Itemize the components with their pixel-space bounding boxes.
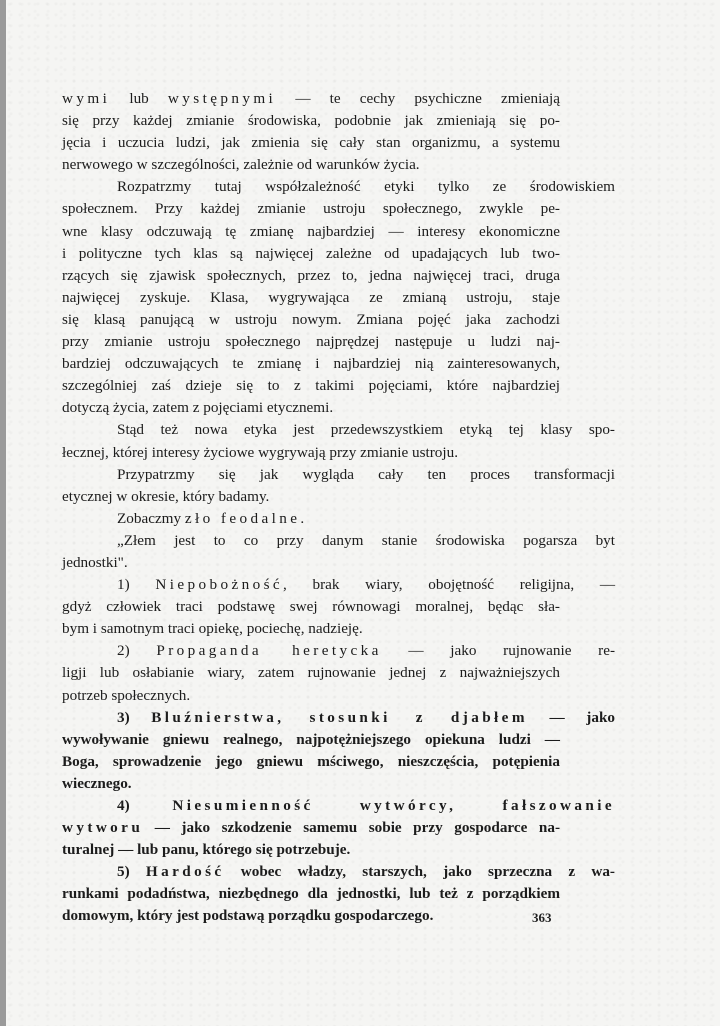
text-line — [62, 883, 560, 905]
text-line — [62, 221, 560, 243]
text-line — [62, 707, 615, 729]
text-run: Przypatrzmy się jak wygląda cały ten proces transformacji — [117, 465, 615, 483]
text-run: nerwowego w szczególności, zależnie od warunków życia. — [62, 156, 420, 174]
text-run: domowym, który jest podstawą porządku gospodarczego. — [62, 907, 434, 925]
text-line — [62, 353, 560, 375]
body-text — [62, 88, 616, 928]
text-run: etycznej w okresie, który badamy. — [62, 487, 270, 505]
text-run: przy zmianie ustroju społecznego najprędzej następuje u ludzi naj- — [62, 333, 560, 351]
text-run: jęcia i uczucia ludzi, jak zmienia się cały stan organizmu, a systemu — [62, 134, 560, 152]
text-line — [62, 154, 560, 176]
text-line — [62, 574, 616, 596]
text-line — [62, 442, 560, 464]
text-run: runkami podadństwa, niezbędnego dla jednostki, lub też z porządkiem — [62, 885, 560, 903]
text-run: się przy każdej zmianie środowiska, podobnie jak zmieniają się po- — [62, 112, 560, 130]
spaced-emphasis-text: Niesumienność wytwórcy, fałszowanie — [172, 797, 616, 814]
text-line — [62, 176, 615, 198]
text-run: Stąd też nowa etyka jest przedewszystkiem etyką tej klasy spo- — [117, 421, 615, 439]
text-run: 2) — [117, 642, 157, 660]
text-line — [62, 861, 615, 883]
text-run: 1) — [117, 576, 156, 594]
text-run: 3) — [117, 708, 152, 726]
text-line — [62, 729, 560, 751]
text-line — [62, 397, 560, 419]
text-run: gdyż człowiek traci podstawę swej równowagi moralnej, będąc sła- — [62, 598, 560, 616]
text-line — [62, 662, 560, 684]
text-run: 5) — [117, 863, 146, 881]
text-run: Boga, sprowadzenie jego gniewu mściwego, nieszczęścia, potępienia — [62, 752, 560, 770]
text-line — [62, 486, 560, 508]
scan-edge-shadow — [0, 0, 6, 1026]
spaced-emphasis-text: wytworu — [62, 819, 144, 837]
text-run: 4) — [117, 797, 173, 814]
text-run: potrzeb społecznych. — [62, 686, 191, 704]
text-line — [62, 110, 560, 132]
text-run: łecznej, której interesy życiowe wygrywają przy zmianie ustroju. — [62, 443, 458, 461]
text-run: wiecznego. — [62, 774, 132, 792]
text-line — [62, 198, 560, 220]
text-line — [62, 419, 615, 441]
text-run: , brak wiary, obojętność religijna, — — [283, 576, 616, 594]
text-run: — jako — [527, 708, 615, 726]
text-run: rzących się zjawisk społecznych, przez to, jedna najwięcej traci, druga — [62, 266, 560, 284]
text-line — [62, 88, 560, 110]
text-run: wywoływanie gniewu realnego, najpotężniejszego opiekuna ludzi — — [62, 730, 560, 748]
text-run: Rozpatrzmy tutaj współzależność etyki tylko ze środowiskiem — [117, 178, 615, 196]
text-line — [62, 309, 560, 331]
text-line — [62, 640, 616, 662]
text-line — [62, 685, 560, 707]
text-run: społecznem. Przy każdej zmianie ustroju społecznego, zwykle pe- — [62, 200, 560, 218]
text-run: bym i samotnym traci opiekę, pociechę, nadzieję. — [62, 620, 363, 638]
text-run: i polityczne tych klas są najwięcej zależne od upadających lub two- — [62, 244, 560, 262]
text-line — [62, 464, 615, 486]
text-run: — jako rujnowanie re- — [381, 642, 616, 660]
text-run: „Złem jest to co przy danym stanie środowiska pogarsza byt — [117, 531, 615, 549]
text-run: — te cechy psychiczne zmieniają — [276, 90, 560, 107]
text-line — [62, 508, 560, 530]
text-line — [62, 132, 560, 154]
text-line — [62, 839, 560, 861]
page-number: 363 — [532, 910, 552, 925]
text-line — [62, 905, 560, 927]
text-run: ligji lub osłabianie wiary, zatem rujnowanie jednej z najważniejszych — [62, 664, 560, 682]
spaced-emphasis-text: występnymi — [167, 90, 277, 107]
text-line — [62, 817, 560, 839]
text-line — [62, 265, 560, 287]
spaced-emphasis-text: Bluźnierstwa, stosunki z djabłem — [151, 708, 528, 726]
text-line — [62, 331, 560, 353]
text-line — [62, 618, 560, 640]
text-line — [62, 530, 615, 552]
text-run: . — [300, 509, 305, 527]
text-run: wne klasy odczuwają tę zmianę najbardziej — interesy ekonomiczne — [62, 222, 560, 240]
text-line — [62, 287, 560, 309]
spaced-emphasis-text: Propaganda heretycka — [156, 642, 382, 660]
text-run: dotyczą życia, zatem z pojęciami etycznemi. — [62, 399, 334, 417]
spaced-emphasis-text: zło feodalne — [184, 509, 301, 527]
text-run: lub — [110, 90, 168, 107]
text-line — [62, 773, 560, 795]
text-line — [62, 751, 560, 773]
text-run: Zobaczmy — [117, 509, 185, 527]
text-run: wobec władzy, starszych, jako sprzeczna z wa- — [224, 863, 615, 881]
text-run: — jako szkodzenie samemu sobie przy gospodarce na- — [143, 819, 560, 837]
text-run: szczególniej zaś dzieje się to z takimi pojęciami, które najbardziej — [62, 377, 560, 395]
text-line — [62, 596, 560, 618]
text-run: najwięcej zyskuje. Klasa, wygrywająca ze zmianą ustroju, staje — [62, 288, 560, 306]
text-line — [62, 552, 560, 574]
text-run: jednostki". — [62, 553, 128, 571]
text-run: się klasą panującą w ustroju nowym. Zmiana pojęć jaka zachodzi — [62, 310, 560, 328]
spaced-emphasis-text: Niepobożność — [155, 576, 284, 594]
text-run: turalnej — lub panu, którego się potrzebuje. — [62, 841, 351, 859]
text-run: bardziej odczuwających te zmianę i najbardziej nią zainteresowanych, — [62, 355, 560, 373]
spaced-emphasis-text: Hardość — [145, 863, 225, 881]
spaced-emphasis-text: wymi — [62, 90, 111, 107]
text-line — [62, 375, 560, 397]
text-line — [62, 243, 560, 265]
text-line — [62, 795, 616, 817]
